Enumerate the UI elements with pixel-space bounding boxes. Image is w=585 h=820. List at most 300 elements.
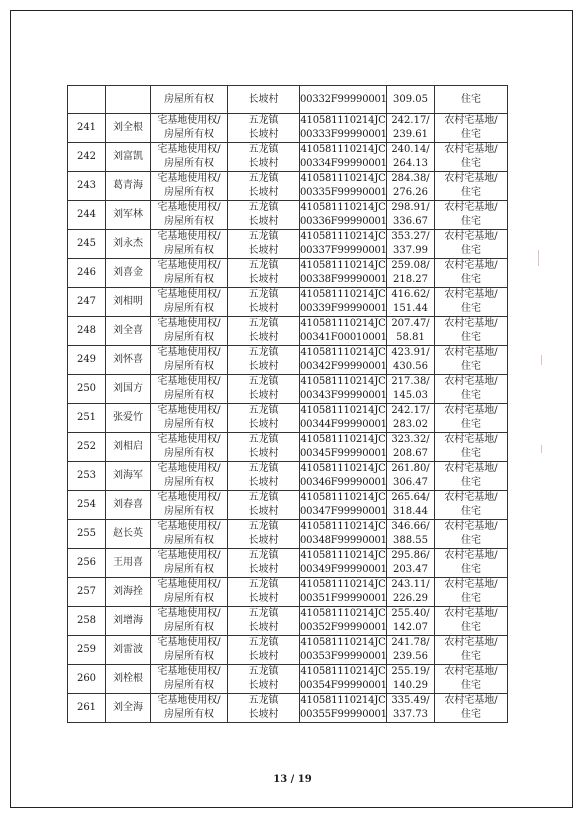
land-use-line: 农村宅基地/ — [444, 144, 498, 155]
row-number: 261 — [68, 694, 106, 723]
right-type-line: 宅基地使用权/ — [157, 144, 221, 155]
row-number: 249 — [68, 346, 106, 375]
land-use-line: 农村宅基地/ — [444, 173, 498, 184]
right-type-line: 房屋所有权 — [164, 477, 214, 488]
location — [228, 143, 300, 172]
unit-code-line: 410581110214JC — [300, 579, 386, 590]
unit-code-line: 00343F99990001 — [300, 390, 387, 401]
right-type-line: 宅基地使用权/ — [157, 115, 221, 126]
unit-code-line: 00344F99990001 — [300, 419, 387, 430]
row-number: 247 — [68, 288, 106, 317]
unit-code-line: 00341F00010001 — [300, 332, 387, 343]
unit-code-line: 00347F99990001 — [300, 506, 387, 517]
table-row — [68, 665, 508, 694]
unit-code-line: 410581110214JC — [300, 608, 386, 619]
unit-code-line: 00342F99990001 — [300, 361, 387, 372]
unit-code-line: 410581110214JC — [300, 492, 386, 503]
right-type-line: 房屋所有权 — [164, 680, 214, 691]
unit-code — [300, 288, 387, 317]
area — [387, 288, 435, 317]
location-line: 长坡村 — [248, 129, 279, 140]
area-line: 203.47 — [393, 564, 428, 575]
land-use-line: 住宅 — [461, 593, 481, 604]
area — [387, 607, 435, 636]
owner-name: 刘增海 — [106, 607, 151, 636]
row-number: 252 — [68, 433, 106, 462]
unit-code — [300, 665, 387, 694]
table-row — [68, 636, 508, 665]
unit-code — [300, 694, 387, 723]
right-type — [151, 114, 228, 143]
right-type-line: 房屋所有权 — [164, 419, 214, 430]
area — [387, 578, 435, 607]
area — [387, 520, 435, 549]
land-use-line: 农村宅基地/ — [444, 434, 498, 445]
location-line: 五龙镇 — [248, 173, 279, 184]
table-row — [68, 172, 508, 201]
land-use — [435, 375, 508, 404]
unit-code — [300, 636, 387, 665]
area — [387, 317, 435, 346]
area-line: 242.17/ — [391, 115, 430, 126]
area-line: 318.44 — [393, 506, 428, 517]
location-line: 五龙镇 — [248, 579, 279, 590]
location — [228, 636, 300, 665]
right-type — [151, 433, 228, 462]
scan-mark — [541, 355, 542, 365]
right-type-line: 房屋所有权 — [164, 158, 214, 169]
row-number: 260 — [68, 665, 106, 694]
unit-code-line: 00345F99990001 — [300, 448, 387, 459]
table-row — [68, 288, 508, 317]
location — [228, 201, 300, 230]
location — [228, 578, 300, 607]
right-type-line: 房屋所有权 — [164, 245, 214, 256]
location-line: 五龙镇 — [248, 347, 279, 358]
area-line: 240.14/ — [391, 144, 430, 155]
location — [228, 172, 300, 201]
table-row — [68, 462, 508, 491]
row-number: 241 — [68, 114, 106, 143]
right-type-line: 房屋所有权 — [164, 216, 214, 227]
land-use-line: 住宅 — [461, 680, 481, 691]
area — [387, 346, 435, 375]
row-number: 255 — [68, 520, 106, 549]
location-line: 五龙镇 — [248, 637, 279, 648]
area-line: 255.40/ — [391, 608, 430, 619]
table-row — [68, 607, 508, 636]
land-use — [435, 172, 508, 201]
land-use-line: 住宅 — [461, 535, 481, 546]
land-use — [435, 346, 508, 375]
right-type — [151, 491, 228, 520]
location-line: 五龙镇 — [248, 463, 279, 474]
land-use-line: 农村宅基地/ — [444, 463, 498, 474]
right-type-line: 宅基地使用权/ — [157, 376, 221, 387]
right-type — [151, 607, 228, 636]
right-type-line: 宅基地使用权/ — [157, 666, 221, 677]
row-number: 257 — [68, 578, 106, 607]
unit-code — [300, 549, 387, 578]
area-line: 259.08/ — [391, 260, 430, 271]
right-type-line: 房屋所有权 — [164, 303, 214, 314]
records-table — [67, 85, 508, 723]
location-line: 五龙镇 — [248, 608, 279, 619]
location-line: 五龙镇 — [248, 231, 279, 242]
location-line: 长坡村 — [248, 361, 279, 372]
unit-code-line: 00338F99990001 — [300, 274, 387, 285]
table-row — [68, 114, 508, 143]
location — [228, 375, 300, 404]
owner-name: 刘春喜 — [106, 491, 151, 520]
location-line: 长坡村 — [248, 448, 279, 459]
land-use-line: 农村宅基地/ — [444, 608, 498, 619]
area-line: 295.86/ — [391, 550, 430, 561]
row-number: 256 — [68, 549, 106, 578]
unit-code-line: 410581110214JC — [300, 289, 386, 300]
land-use — [435, 491, 508, 520]
area-line: 151.44 — [393, 303, 428, 314]
area-line: 208.67 — [393, 448, 428, 459]
land-use — [435, 259, 508, 288]
land-use — [435, 694, 508, 723]
unit-code — [300, 230, 387, 259]
location-line: 长坡村 — [248, 506, 279, 517]
land-use-line: 住宅 — [461, 390, 481, 401]
location — [228, 549, 300, 578]
land-use — [435, 665, 508, 694]
land-use-line: 住宅 — [461, 158, 481, 169]
land-use — [435, 201, 508, 230]
unit-code-line: 00355F99990001 — [300, 709, 387, 720]
area-line: 255.19/ — [391, 666, 430, 677]
owner-name — [106, 86, 151, 114]
right-type-line: 宅基地使用权/ — [157, 550, 221, 561]
page-number: 13 / 19 — [273, 774, 312, 785]
area — [387, 172, 435, 201]
right-type — [151, 230, 228, 259]
right-type-line: 宅基地使用权/ — [157, 463, 221, 474]
right-type — [151, 375, 228, 404]
right-type-line: 房屋所有权 — [164, 332, 214, 343]
area-line: 336.67 — [393, 216, 428, 227]
area-line: 430.56 — [393, 361, 428, 372]
unit-code — [300, 346, 387, 375]
area — [387, 143, 435, 172]
land-use — [435, 578, 508, 607]
location-line: 长坡村 — [248, 187, 279, 198]
row-number: 246 — [68, 259, 106, 288]
right-type-line: 房屋所有权 — [164, 535, 214, 546]
area-line: 218.27 — [393, 274, 428, 285]
location-line: 五龙镇 — [248, 115, 279, 126]
right-type-line: 宅基地使用权/ — [157, 289, 221, 300]
location-line: 长坡村 — [248, 709, 279, 720]
land-use — [435, 143, 508, 172]
unit-code-line: 00335F99990001 — [300, 187, 387, 198]
right-type-line: 宅基地使用权/ — [157, 695, 221, 706]
area-line: 353.27/ — [391, 231, 430, 242]
unit-code — [300, 259, 387, 288]
location-line: 长坡村 — [248, 216, 279, 227]
land-use-line: 农村宅基地/ — [444, 550, 498, 561]
location-line: 长坡村 — [248, 680, 279, 691]
area-line: 423.91/ — [391, 347, 430, 358]
unit-code-line: 410581110214JC — [300, 376, 386, 387]
row-number — [68, 86, 106, 114]
location — [228, 491, 300, 520]
area-line: 388.55 — [393, 535, 428, 546]
table-row — [68, 259, 508, 288]
right-type — [151, 520, 228, 549]
scan-mark — [541, 445, 542, 453]
area-line: 298.91/ — [391, 202, 430, 213]
location-line: 五龙镇 — [248, 202, 279, 213]
owner-name: 王用喜 — [106, 549, 151, 578]
unit-code — [300, 317, 387, 346]
unit-code-line: 410581110214JC — [300, 550, 386, 561]
land-use-line: 住宅 — [461, 303, 481, 314]
owner-name: 刘富凯 — [106, 143, 151, 172]
right-type-line: 宅基地使用权/ — [157, 260, 221, 271]
right-type-line: 宅基地使用权/ — [157, 231, 221, 242]
owner-name: 刘海拴 — [106, 578, 151, 607]
area — [387, 375, 435, 404]
unit-code-line: 00339F99990001 — [300, 303, 387, 314]
unit-code — [300, 491, 387, 520]
area — [387, 636, 435, 665]
area-line: 239.56 — [393, 651, 428, 662]
unit-code — [300, 607, 387, 636]
area-line: 242.17/ — [391, 405, 430, 416]
owner-name: 张爱竹 — [106, 404, 151, 433]
land-use-line: 住宅 — [461, 419, 481, 430]
right-type-line: 房屋所有权 — [164, 506, 214, 517]
location — [228, 433, 300, 462]
area — [387, 665, 435, 694]
table-row — [68, 549, 508, 578]
location-line: 五龙镇 — [248, 695, 279, 706]
location-line: 长坡村 — [248, 390, 279, 401]
area-line: 241.78/ — [391, 637, 430, 648]
owner-name: 刘全根 — [106, 114, 151, 143]
land-use-line: 住宅 — [461, 274, 481, 285]
right-type — [151, 143, 228, 172]
land-use-line: 农村宅基地/ — [444, 376, 498, 387]
land-use-line: 农村宅基地/ — [444, 521, 498, 532]
land-use-line: 农村宅基地/ — [444, 231, 498, 242]
land-use-line: 住宅 — [461, 564, 481, 575]
land-use-line: 农村宅基地/ — [444, 289, 498, 300]
table-row — [68, 520, 508, 549]
right-type — [151, 462, 228, 491]
area-line: 346.66/ — [391, 521, 430, 532]
table-row — [68, 375, 508, 404]
area — [387, 259, 435, 288]
area-line: 284.38/ — [391, 173, 430, 184]
right-type-line: 宅基地使用权/ — [157, 405, 221, 416]
land-use-line: 住宅 — [461, 332, 481, 343]
unit-code: 00332F99990001 — [300, 86, 387, 114]
land-use-line: 农村宅基地/ — [444, 666, 498, 677]
land-use — [435, 636, 508, 665]
right-type-line: 宅基地使用权/ — [157, 318, 221, 329]
area — [387, 433, 435, 462]
right-type — [151, 694, 228, 723]
location — [228, 694, 300, 723]
table-row — [68, 433, 508, 462]
row-number: 259 — [68, 636, 106, 665]
land-use — [435, 520, 508, 549]
location — [228, 259, 300, 288]
right-type-line: 宅基地使用权/ — [157, 637, 221, 648]
land-use — [435, 114, 508, 143]
location-line: 长坡村 — [248, 593, 279, 604]
area-line: 323.32/ — [391, 434, 430, 445]
area — [387, 694, 435, 723]
owner-name: 刘海军 — [106, 462, 151, 491]
unit-code — [300, 520, 387, 549]
location-line: 五龙镇 — [248, 492, 279, 503]
unit-code — [300, 143, 387, 172]
location — [228, 346, 300, 375]
owner-name: 刘全海 — [106, 694, 151, 723]
location — [228, 520, 300, 549]
area-line: 261.80/ — [391, 463, 430, 474]
unit-code — [300, 404, 387, 433]
location-line: 长坡村 — [248, 274, 279, 285]
location-line: 长坡村 — [248, 535, 279, 546]
right-type-line: 房屋所有权 — [164, 622, 214, 633]
unit-code-line: 00348F99990001 — [300, 535, 387, 546]
right-type-line: 宅基地使用权/ — [157, 347, 221, 358]
unit-code-line: 410581110214JC — [300, 318, 386, 329]
unit-code — [300, 201, 387, 230]
unit-code-line: 410581110214JC — [300, 144, 386, 155]
right-type — [151, 578, 228, 607]
right-type — [151, 288, 228, 317]
unit-code-line: 410581110214JC — [300, 347, 386, 358]
location-line: 长坡村 — [248, 651, 279, 662]
row-number: 251 — [68, 404, 106, 433]
right-type-line: 房屋所有权 — [164, 564, 214, 575]
right-type — [151, 636, 228, 665]
location-line: 长坡村 — [248, 419, 279, 430]
scan-mark — [538, 250, 539, 266]
location-line: 五龙镇 — [248, 318, 279, 329]
row-number: 248 — [68, 317, 106, 346]
location-line: 长坡村 — [248, 477, 279, 488]
location — [228, 288, 300, 317]
unit-code-line: 410581110214JC — [300, 173, 386, 184]
location — [228, 404, 300, 433]
location-line: 长坡村 — [248, 564, 279, 575]
unit-code-line: 410581110214JC — [300, 463, 386, 474]
land-use-line: 住宅 — [461, 216, 481, 227]
unit-code-line: 00353F99990001 — [300, 651, 387, 662]
area-line: 145.03 — [393, 390, 428, 401]
row-number: 244 — [68, 201, 106, 230]
land-use-line: 农村宅基地/ — [444, 260, 498, 271]
location — [228, 230, 300, 259]
land-use-line: 住宅 — [461, 187, 481, 198]
area-line: 306.47 — [393, 477, 428, 488]
location-line: 五龙镇 — [248, 289, 279, 300]
owner-name: 刘栓根 — [106, 665, 151, 694]
row-number: 242 — [68, 143, 106, 172]
land-use-line: 住宅 — [461, 709, 481, 720]
unit-code-line: 410581110214JC — [300, 231, 386, 242]
area — [387, 462, 435, 491]
location — [228, 607, 300, 636]
right-type — [151, 317, 228, 346]
right-type-line: 房屋所有权 — [164, 448, 214, 459]
unit-code-line: 410581110214JC — [300, 260, 386, 271]
unit-code-line: 410581110214JC — [300, 521, 386, 532]
table-row — [68, 86, 508, 114]
unit-code — [300, 462, 387, 491]
right-type-line: 宅基地使用权/ — [157, 173, 221, 184]
location — [228, 317, 300, 346]
right-type-line: 宅基地使用权/ — [157, 202, 221, 213]
unit-code-line: 00346F99990001 — [300, 477, 387, 488]
unit-code-line: 410581110214JC — [300, 695, 386, 706]
location-line: 五龙镇 — [248, 260, 279, 271]
area — [387, 491, 435, 520]
land-use-line: 住宅 — [461, 477, 481, 488]
unit-code-line: 00354F99990001 — [300, 680, 387, 691]
table-row — [68, 230, 508, 259]
unit-code-line: 00349F99990001 — [300, 564, 387, 575]
right-type-line: 宅基地使用权/ — [157, 434, 221, 445]
unit-code-line: 00334F99990001 — [300, 158, 387, 169]
table-row — [68, 143, 508, 172]
land-use-line: 住宅 — [461, 245, 481, 256]
right-type-line: 宅基地使用权/ — [157, 579, 221, 590]
land-use-line: 住宅 — [461, 651, 481, 662]
land-use: 住宅 — [435, 86, 508, 114]
area-line: 142.07 — [393, 622, 428, 633]
row-number: 243 — [68, 172, 106, 201]
unit-code-line: 00351F99990001 — [300, 593, 387, 604]
location: 长坡村 — [228, 86, 300, 114]
land-use-line: 住宅 — [461, 622, 481, 633]
land-use-line: 农村宅基地/ — [444, 318, 498, 329]
owner-name: 刘国方 — [106, 375, 151, 404]
area-line: 239.61 — [393, 129, 428, 140]
owner-name: 刘相启 — [106, 433, 151, 462]
unit-code-line: 410581110214JC — [300, 115, 386, 126]
area-line: 416.62/ — [391, 289, 430, 300]
right-type-line: 房屋所有权 — [164, 709, 214, 720]
area-line: 217.38/ — [391, 376, 430, 387]
location-line: 五龙镇 — [248, 666, 279, 677]
land-use — [435, 230, 508, 259]
right-type-line: 房屋所有权 — [164, 274, 214, 285]
location-line: 五龙镇 — [248, 521, 279, 532]
location — [228, 665, 300, 694]
unit-code-line: 410581110214JC — [300, 434, 386, 445]
unit-code — [300, 172, 387, 201]
right-type — [151, 549, 228, 578]
area — [387, 549, 435, 578]
land-use-line: 农村宅基地/ — [444, 202, 498, 213]
area: 309.05 — [387, 86, 435, 114]
unit-code-line: 00337F99990001 — [300, 245, 387, 256]
area — [387, 114, 435, 143]
location-line: 五龙镇 — [248, 144, 279, 155]
land-use — [435, 288, 508, 317]
